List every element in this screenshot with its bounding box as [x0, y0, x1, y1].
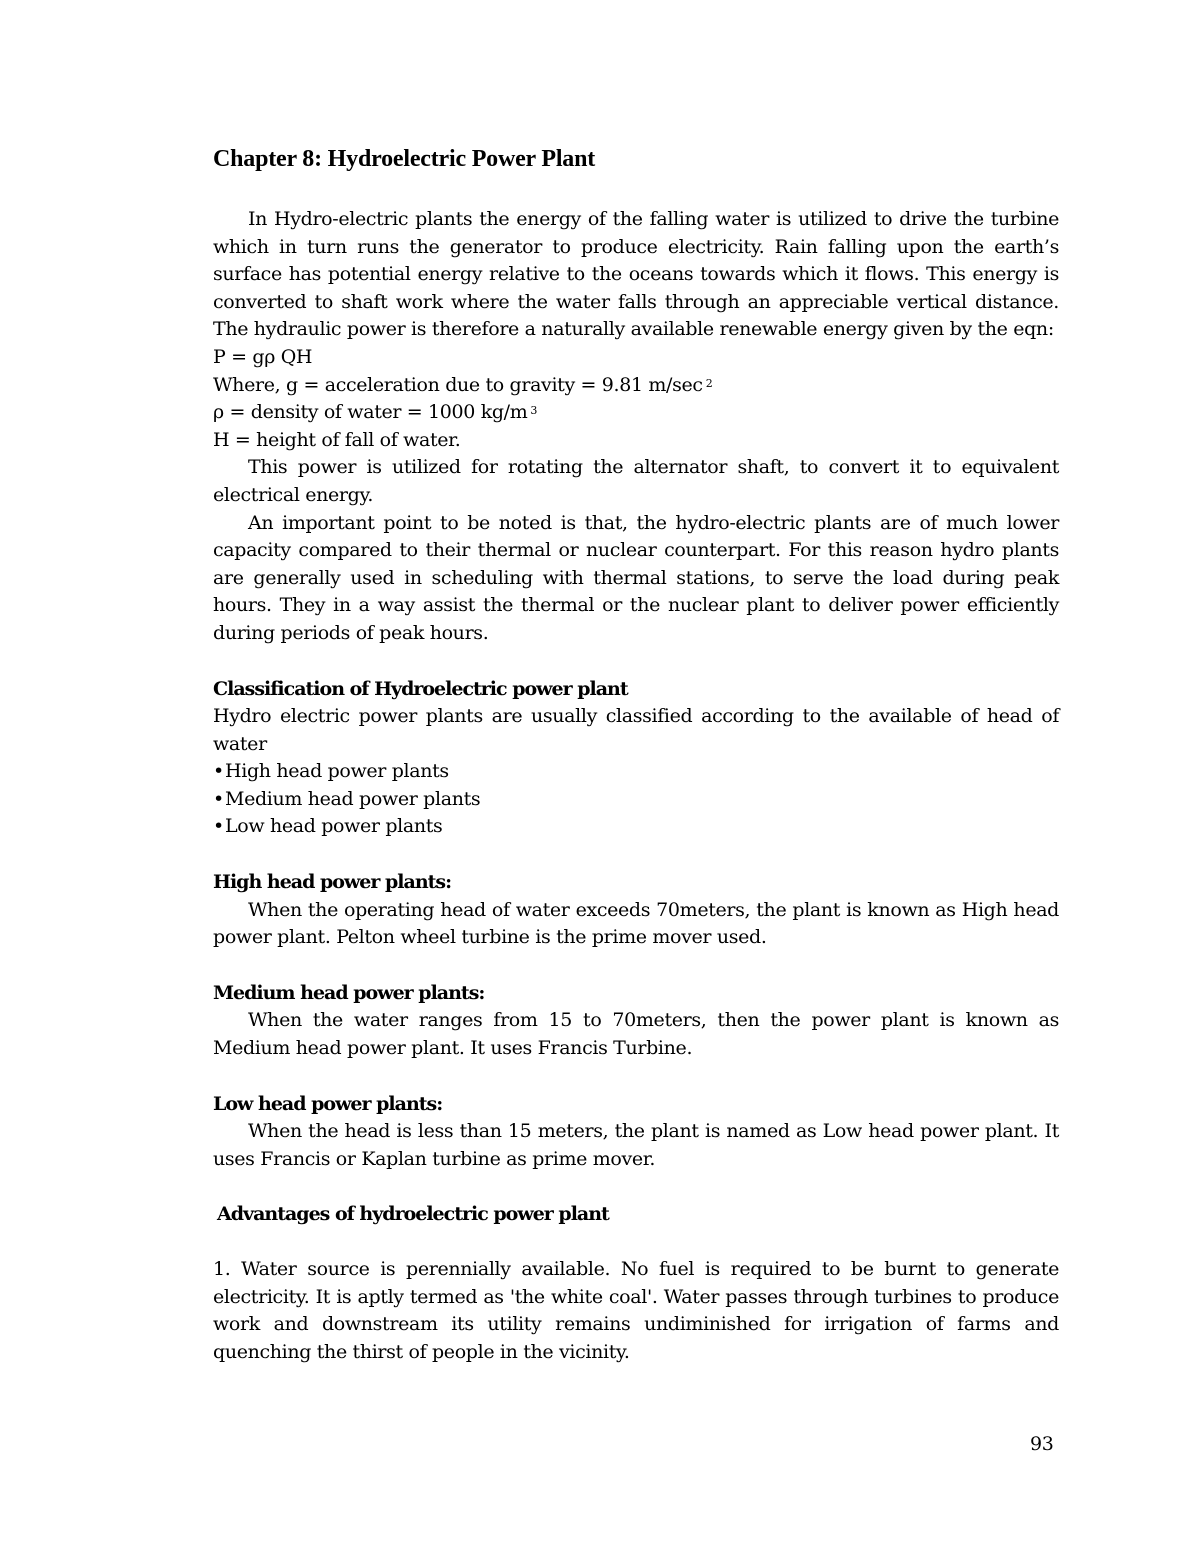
density-definition: [213, 399, 1059, 427]
classification-text: Hydro electric power plants are usually classified according to the available of head of water: [213, 705, 1059, 755]
list-item: [213, 758, 1059, 786]
classification-heading: Classification of Hydroelectric power plant: [213, 677, 628, 700]
bullet-icon: •: [213, 787, 224, 810]
list-item-label: High head power plants: [225, 760, 449, 783]
intro-paragraph: In Hydro-electric plants the energy of the falling water is utilized to drive the turbine which in turn runs the generator to produce electricity. Rain falling upon the earth’s surface has potential energy relative to the oceans towards which it flows. This energy is converted to shaft work where the water falls through an appreciable vertical distance. The hydraulic power is therefore a naturally available renewable energy given by the eqn:: [213, 208, 1059, 341]
advantage-item-1: 1. Water source is perennially available. No fuel is required to be burnt to generate electricity. It is aptly termed as 'the white coal'. Water passes through turbines to produce work and downstream its utility remains undiminished for irrigation of farms and quenching the thirst of people in the vicinity.: [213, 1258, 1059, 1363]
height-definition: H = height of fall of water.: [213, 428, 461, 451]
list-item-label: Medium head power plants: [225, 787, 481, 810]
high-head-heading: High head power plants:: [213, 871, 452, 894]
page-content: [213, 140, 1059, 1366]
chapter-title: Chapter 8: Hydroelectric Power Plant: [213, 146, 596, 172]
bullet-icon: •: [213, 815, 224, 838]
important-point-paragraph: An important point to be noted is that, the hydro-electric plants are of much lower capacity compared to their thermal or nuclear counterpart. For this reason hydro plants are generally used in scheduling with thermal stations, to serve the load during peak hours. They in a way assist the thermal or the nuclear plant to deliver power efficiently during periods of peak hours.: [213, 511, 1059, 644]
list-item-label: Low head power plants: [225, 815, 443, 838]
power-equation: P = gρ QH: [213, 345, 313, 368]
high-head-text: When the operating head of water exceeds 70meters, the plant is known as High head power plant. Pelton wheel turbine is the prime mover used.: [213, 898, 1059, 949]
density-unit-exponent: 3: [530, 404, 538, 418]
gravity-unit-exponent: 2: [705, 376, 713, 390]
medium-head-heading: Medium head power plants:: [213, 981, 485, 1004]
gravity-definition: [213, 372, 1059, 400]
classification-list: [213, 758, 1059, 841]
low-head-text: When the head is less than 15 meters, the plant is named as Low head power plant. It uses Francis or Kaplan turbine as prime mover.: [213, 1120, 1059, 1170]
medium-head-text: When the water ranges from 15 to 70meters, then the power plant is known as Medium head power plant. It uses Francis Turbine.: [213, 1009, 1059, 1060]
list-item: [213, 786, 1059, 814]
low-head-heading: Low head power plants:: [213, 1092, 443, 1115]
density-definition-text: ρ = density of water = 1000 kg/m: [213, 401, 528, 424]
gravity-definition-text: Where, g = acceleration due to gravity = 9.81 m/sec: [213, 373, 703, 396]
power-usage-paragraph: This power is utilized for rotating the alternator shaft, to convert it to equivalent electrical energy.: [213, 456, 1059, 506]
advantages-heading: Advantages of hydroelectric power plant: [217, 1203, 609, 1226]
list-item: [213, 813, 1059, 841]
page-number: 93: [1030, 1433, 1054, 1455]
bullet-icon: •: [213, 760, 224, 783]
